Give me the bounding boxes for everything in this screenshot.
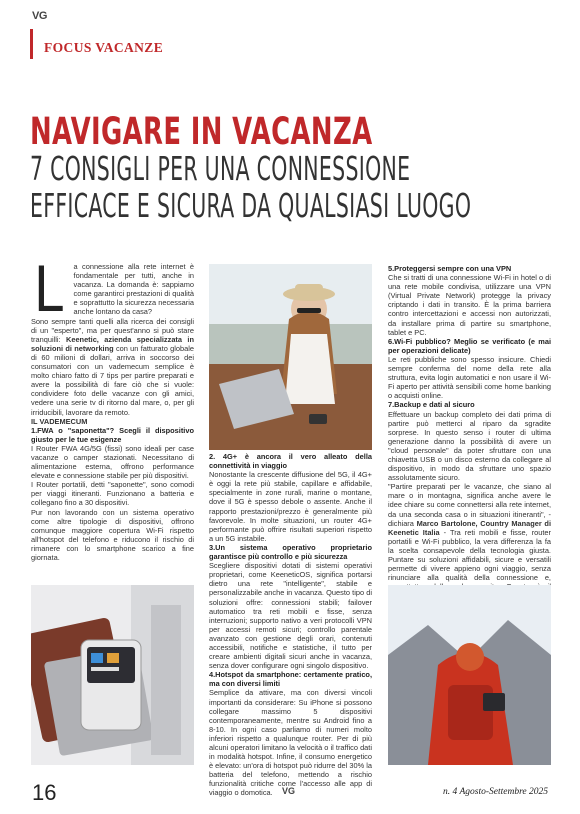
company-highlight: Keenetic, azienda specializzata in soluzioni di networking [31,334,194,353]
page-number: 16 [32,780,57,805]
headline: NAVIGARE IN VACANZA [30,110,373,153]
section-title: FOCUS VACANZE [44,40,164,55]
article-column-1 [31,253,194,562]
hiker-illustration [388,585,551,765]
subtitle-line-2: EFFICACE E SICURA DA QUALSIASI LUOGO [30,186,472,225]
tip-6-heading: 6.Wi-Fi pubblico? Meglio se verificato (e mai per operazioni delicate) [388,336,551,355]
intro-paragraph-2: Sono sempre tanti quelli alla ricerca dei consigli di un "esperto", ma per quest'anno si può stare tranquilli: Keenetic, azienda specializzata in soluzioni di networking con un fatturato globale di 60 milioni di dollari, arriva in soccorso dei consumatori con un vademecum semplice è molto chiaro fatto di 7 tips per partire preparati e avere la possibilità di fare ciò che si vuole: condividere foto delle vacanze con gli amici, vedere una serie tv di ritorno dal mare, o, per gli irriducibili, lavorare da remoto. [31,316,194,417]
drop-cap: L [33,253,63,326]
tip-5-heading: 5.Proteggersi sempre con una VPN [388,264,512,273]
intro-paragraph [31,253,194,326]
footer-logo: VG [282,786,296,796]
issue-info: n. 4 Agosto-Settembre 2025 [442,787,548,797]
tip-5-body: Che si tratti di una connessione Wi-Fi in hotel o di una rete mobile condivisa, utilizzare una VPN (Virtual Private Network) protegge la privacy criptando i dati in transito. È la prima barriera contro intercettazioni e accessi non autorizzati, da installare prima di partire su smartphone, tablet e PC. [388,273,551,337]
magazine-logo: VG [32,10,47,22]
tip-6-body: Le reti pubbliche sono spesso insicure. Chiedi sempre conferma del nome della rete alla struttura, evita login automatici e non usare il Wi-Fi aperto per attività sensibili come home banking o acquisti online. [388,354,551,401]
intro-text: a connessione alla rete internet è fondamentale per tutti, anche in vacanza. La domanda è: sappiamo come garantirci prestazioni di qualità e soprattutto la sicurezza necessaria anche lontano da casa? [73,262,194,317]
vademecum-label: IL VADEMECUM [31,416,88,426]
woman-laptop-photo [209,264,372,450]
hiker-photo [388,585,551,765]
quote-attribution: Marco Bartolone, Country Manager di Keenetic Italia [388,518,551,537]
tip-2-heading: 2. 4G+ è ancora il vero alleato della connettività in viaggio [209,452,372,471]
tip-7-body: Effettuare un backup completo dei dati prima di partire può metterci al riparo da sgradite sorprese. In questo senso i router di ultima generazione danno la possibilità di avere un "cloud personale" da poter sfruttare con una chiavetta USB o un disco esterno da collegare al dispositivo, in modo da sfruttare uno spazio assolutamente sicuro. [388,409,551,483]
tip-3-body: Scegliere dispositivi dotati di sistemi operativi proprietari, come KeeneticOS, significa portarsi dietro una rete "intelligente", stabile e personalizzabile anche in vacanza. Questo tipo di soluzioni offre: connessioni stabili; failover automatico tra reti mobili e fisse, senza interruzioni; supporto nativo a veri protocolli VPN per accessi remoti sicuri; controllo parentale avanzato con gestione degli orari, contenuti accessibili, notifiche e statistiche, il tutto per creare ambienti digitali sicuri anche in vacanza, senza dover configurare ogni singolo dispositivo. [209,561,372,671]
subtitle-line-1: 7 CONSIGLI PER UNA CONNESSIONE [30,149,411,188]
article-column-3 [388,264,551,619]
tip-3-heading: 3.Un sistema operativo proprietario garantisce più controllo e più sicurezza [209,542,372,562]
tip-1-heading: 1.FWA o "saponetta"? Scegli il dispositivo giusto per le tue esigenze [31,425,194,444]
closing-quote: "Partire preparati per le vacanze, che siano al mare o in montagna, significa anche avere le idee chiare su come connettersi alla rete internet, da una seconda casa o in situazioni itineranti", - dichiara Marco Bartolone, Country Manager di Keenetic Italia - Tra reti mobili e fisse, router portatili e Wi-Fi pubblico, la vera differenza la fa la scelta consapevole della tecnologia giusta. Puntare su soluzioni affidabili, sicure e versatili permette di vivere appieno ogni viaggio, senza rinunciare alla qualità della connessione e, [388,482,552,583]
article-column-2 [209,452,372,798]
tip-1-body: I Router FWA 4G/5G (fissi) sono ideali per case vacanze o camper stazionati. Necessitano di alimentazione esterna, offrono performance elevate e connessione stabile per più dispositivi. I Router portatili, detti "saponette", sono comodi per viaggi itineranti. Funzionano a batteria e collegano fino a 30 dispositivi. Pur non lavorando con un sistema operativo come altre tipologie di dispositivi, offrono comunque maggiore copertura Wi-Fi rispetto all'hotspot del telefono e riducono il rischio di rimanere con lo smartphone scarico a fine giornata. [31,443,194,562]
tip-7-heading: 7.Backup e dati al sicuro [388,400,475,410]
woman-laptop-illustration [209,264,372,450]
router-illustration [31,585,194,765]
tip-4-body: Semplice da attivare, ma con diversi vincoli importanti da considerare: Su iPhone si possono collegare massimo 5 dispositivi contemporaneamente, mentre su Android fino a 8-10. In ogni caso parliamo di numeri molto inferiori rispetto a qualunque router. Per di più alcuni operatori limitano la velocità o il traffico dati in modalità hotspot. Infine, il consumo energetico è elevato: un'ora di hotspot può ridurre del 30% la batteria del telefono, mettendo a rischio funzionalità critiche come l'accesso alle app di viaggio o domotica. [209,688,372,798]
router-photo [31,585,194,765]
section-accent-bar [30,29,33,59]
tip-2-body: Nonostante la crescente diffusione del 5G, il 4G+ è oggi la rete più stabile, capillare e affidabile, specialmente in zone rurali, marine o montane, dove il 5G è spesso debole o assente. Anche il rapporto prestazioni/prezzo è generalmente più favorevole. In molte situazioni, un router 4G+ performante può offrire risultati superiori rispetto a un 5G instabile. [209,470,372,543]
tip-4-heading: 4.Hotspot da smartphone: certamente pratico, ma con diversi limiti [209,670,372,689]
